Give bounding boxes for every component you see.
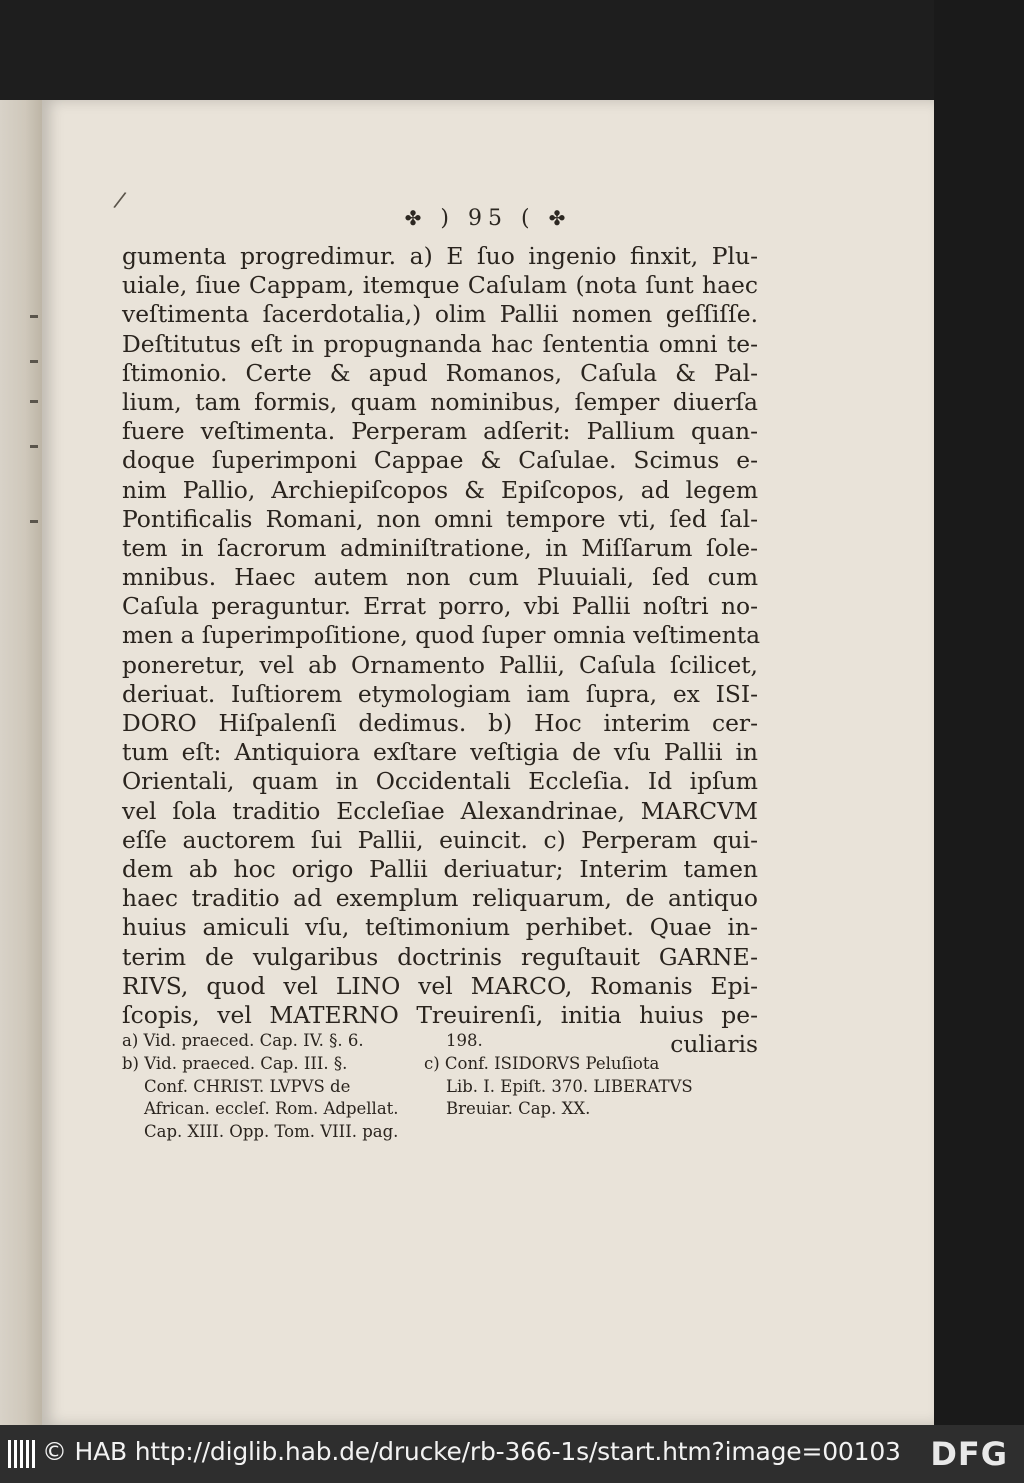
footnotes-right-column	[424, 1030, 758, 1121]
text-line: uiale, ſiue Cappam, itemque Caſulam (nota ſunt haec	[122, 271, 758, 300]
text-line: Deſtitutus eſt in propugnanda hac ſententia omni te-	[122, 329, 758, 358]
footnote-line: 198.	[446, 1031, 483, 1050]
text-line: ſtimonio. Certe & apud Romanos, Caſula & Pal-	[122, 358, 758, 387]
scan-background-right	[934, 0, 1024, 1425]
stray-ink-mark: /	[111, 187, 128, 214]
text-line: vel ſola traditio Eccleſiae Alexandrinae, MARCVM	[122, 796, 758, 825]
text-line: mnibus. Haec autem non cum Pluuiali, ſed cum	[122, 563, 758, 592]
text-line: terim de vulgaribus doctrinis reguſtauit GARNE-	[122, 942, 758, 971]
text-line: fuere veſtimenta. Perperam adſerit: Pallium quan-	[122, 417, 758, 446]
text-line: ſcopis, vel MATERNO Treuirenſi, initia huius pe-	[122, 1000, 758, 1029]
text-line: tem in ſacrorum adminiſtratione, in Miſſarum ſole-	[122, 533, 758, 562]
catchword: culiaris	[670, 1030, 758, 1059]
footnotes-left-column	[122, 1030, 422, 1144]
footnote-line: Cap. XIII. Opp. Tom. VIII. pag.	[144, 1122, 399, 1142]
text-line: nim Pallio, Archiepiſcopos & Epiſcopos, ad legem	[122, 475, 758, 504]
running-head	[42, 206, 934, 231]
book-page	[42, 100, 934, 1425]
footnote-line: b) Vid. praeced. Cap. III. §.	[122, 1053, 348, 1073]
footnote-line: c) Conf. ISIDORVS Peluſiota	[424, 1053, 660, 1073]
text-line: DORO Hiſpalenſi dedimus. b) Hoc interim cer-	[122, 709, 758, 737]
text-line: tum eſt: Antiquiora exſtare veſtigia de vſu Pallii in	[122, 738, 758, 767]
text-line: doque ſuperimponi Cappae & Caſulae. Scimus e-	[122, 446, 758, 475]
dfg-logo: DFG	[930, 1435, 1008, 1473]
footnote-line: a) Vid. praeced. Cap. IV. §. 6.	[122, 1031, 364, 1050]
text-line: veſtimenta ſacerdotalia,) olim Pallii nomen geſſiſſe.	[122, 300, 758, 329]
text-line: lium, tam formis, quam nominibus, ſemper diuerſa	[122, 387, 758, 416]
text-line: haec traditio ad exemplum reliquarum, de antiquo	[122, 884, 758, 913]
page-number: ) 95 (	[440, 206, 536, 231]
text-line: Orientali, quam in Occidentali Eccleſia. Id ipſum	[122, 767, 758, 796]
text-line: men a ſuperimpoſitione, quod ſuper omnia veſtimenta	[122, 621, 761, 650]
left-page-edge	[0, 100, 42, 1425]
footnote-line: Conf. CHRIST. LVPVS de	[144, 1076, 351, 1096]
footer-credit-link[interactable]: © HAB http://diglib.hab.de/drucke/rb-366-1s/start.htm?image=00103	[42, 1437, 901, 1466]
ornament-left-icon: ✤	[404, 206, 428, 230]
text-line: Pontificalis Romani, non omni tempore vti, ſed ſal-	[122, 504, 758, 533]
footnote-line: Lib. I. Epiſt. 370. LIBERATVS	[446, 1076, 693, 1096]
footnote-line: Breuiar. Cap. XX.	[446, 1099, 591, 1119]
text-line: Caſula peraguntur. Errat porro, vbi Pallii noſtri no-	[122, 592, 758, 621]
hab-logo-icon	[8, 1440, 38, 1468]
text-line: poneretur, vel ab Ornamento Pallii, Caſula ſcilicet,	[122, 650, 758, 679]
text-line: huius amiculi vſu, teſtimonium perhibet. Quae in-	[122, 913, 758, 942]
text-line: deriuat. Iuſtiorem etymologiam iam ſupra, ex ISI-	[122, 679, 758, 708]
footer-bar	[0, 1425, 1024, 1483]
footnote-line: African. eccleſ. Rom. Adpellat.	[144, 1099, 399, 1119]
ornament-right-icon: ✤	[548, 206, 572, 230]
main-text-block	[122, 242, 761, 1059]
text-line: eſſe auctorem ſui Pallii, euincit. c) Perperam qui-	[122, 825, 758, 854]
text-line: gumenta progredimur. a) E ſuo ingenio finxit, Plu-	[122, 242, 758, 270]
text-line: RIVS, quod vel LINO vel MARCO, Romanis Epi-	[122, 971, 758, 1000]
text-line: dem ab hoc origo Pallii deriuatur; Interim tamen	[122, 854, 758, 883]
